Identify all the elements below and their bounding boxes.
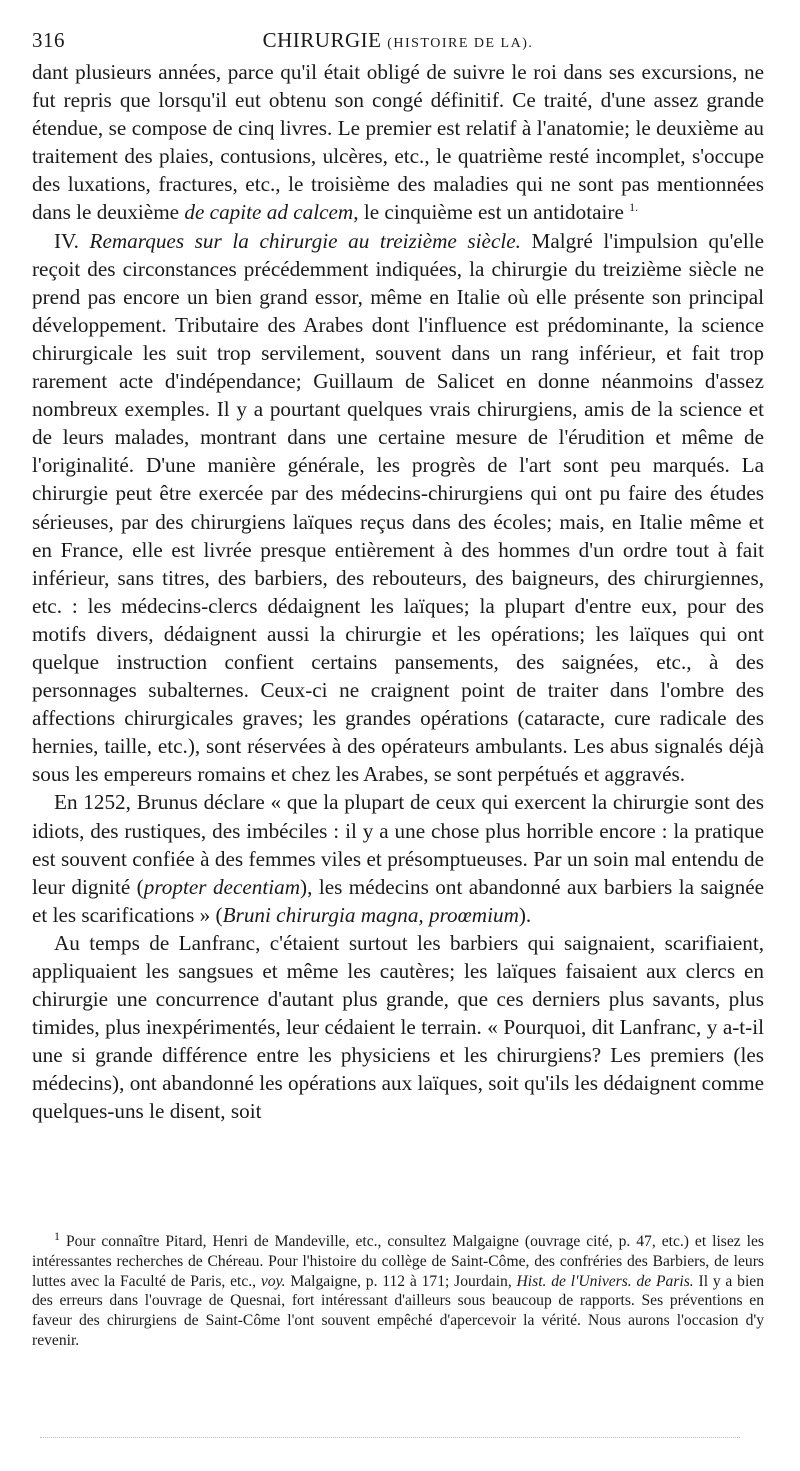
header-title: CHIRURGIE	[262, 28, 382, 52]
body-text	[32, 58, 764, 1126]
running-header	[32, 28, 764, 58]
footnote-text: Pour connaître Pitard, Henri de Mandeville, etc., consultez Malgaigne (ouvrage cité, p. 47, etc.) et lisez les intéressantes recherches de Chéreau. Pour l'histoire du collège de Saint-Côme, des confréries des Barbiers, de leurs luttes avec la Faculté de Paris, etc.,	[32, 1233, 764, 1290]
header-subtitle: (HISTOIRE DE LA).	[387, 36, 534, 51]
footnotes	[32, 1228, 765, 1351]
footnote-italic: voy.	[260, 1272, 286, 1290]
paragraph-text: Malgré l'impulsion qu'elle reçoit des circonstances précédemment indiquées, la chirurgie du treizième siècle ne prend pas encore un bien grand essor, même en Italie où elle présente son principal développement. Tributaire des Arabes dont l'influence est prédominante, la science chirurgicale les suit trop servilement, souvent dans un rang inférieur, et fait trop rarement acte d'indépendance; Guillaum de Salicet en donne néanmoins d'assez nombreux exemples. Il y a pourtant quelques vrais chirurgiens, amis de la science et de leurs malades, montrant dans une certaine mesure de l'érudition et même de l'originalité. D'une manière générale, les progrès de l'art sont peu marqués. La chirurgie peut être exercée par des médecins-chirurgiens qui ont pu faire des études sérieuses, par des chirurgiens laïques reçus dans des écoles; mais, en Italie même et en France, elle est livrée presque entièrement à des hommes d'un ordre tout à fait inférieur, sans titres, des barbiers, des rebouteurs, des baigneurs, des chirurgiennes, etc. : les médecins-clercs dédaignent les laïques; la plupart d'entre eux, pour des motifs divers, dédaignent aussi la chirurgie et les opérations; les laïques qui ont quelque instruction confient certains pansements, des saignées, etc., à des personnages subalternes. Ceux-ci ne craignent point de traiter dans l'ombre des affections chirurgicales graves; les grandes opérations (cataracte, cure radicale des hernies, taille, etc.), sont réservées à des opérateurs ambulants. Les abus signalés déjà sous les empereurs romains et chez les Arabes, se sont perpétués et aggravés.	[32, 228, 764, 787]
italic-phrase: propter decentiam	[143, 874, 301, 899]
paragraph-text: ).	[518, 902, 532, 927]
page	[32, 28, 764, 1126]
italic-phrase: Bruni chirurgia magna, proœmium	[222, 902, 519, 927]
paragraph	[32, 58, 764, 227]
paragraph	[32, 929, 764, 1126]
paragraph	[32, 227, 764, 789]
footnote-text: Malgaigne, p. 112 à 171; Jourdain,	[290, 1272, 512, 1290]
running-title	[32, 28, 764, 53]
section-number: IV.	[54, 228, 79, 253]
paragraph-text: , le cinquième est un antidotaire	[353, 200, 624, 225]
footnote-text: Il y a bien des erreurs dans l'ouvrage de Quesnai, fort intéressant d'ailleurs sous beaucoup de rapports. Ses préventions en faveur des chirurgiens de Saint-Côme l'ont souvent empêché d'apercevoir la vérité. Nous aurons l'occasion d'y revenir.	[32, 1272, 765, 1349]
footnote-ref[interactable]: 1.	[629, 200, 639, 215]
paragraph-text: Au temps de Lanfranc, c'étaient surtout les barbiers qui saignaient, scarifiaient, appliquaient les sangsues et même les cautères; les laïques faisaient aux clercs en chirurgie une concurrence d'autant plus grande, que ces derniers plus savants, plus timides, plus inexpérimentés, leur cédaient le terrain. « Pourquoi, dit Lanfranc, y a-t-il une si grande différence entre les physiciens et les chirurgiens? Les premiers (les médecins), ont abandonné les opérations aux laïques, soit qu'ils les dédaignent comme quelques-uns le disent, soit	[32, 930, 764, 1124]
italic-phrase: de capite ad calcem	[184, 200, 354, 225]
footnote	[32, 1228, 765, 1351]
paragraph-text: dant plusieurs années, parce qu'il était obligé de suivre le roi dans ses excursions, ne fut repris que lorsqu'il eut obtenu son congé définitif. Ce traité, d'une assez grande étendue, se compose de cinq livres. Le premier est relatif à l'anatomie; le deuxième au traitement des plaies, contusions, ulcères, etc., le quatrième resté incomplet, s'occupe des luxations, fractures, etc., le troisième des maladies qui ne sont pas mentionnées dans le deuxième	[32, 60, 764, 225]
page-number: 316	[32, 28, 65, 52]
paragraph-text: En 1252, Brunus déclare « que la plupart de ceux qui exercent la chirurgie sont des idiots, des rustiques, des imbéciles : il y a une chose plus horrible encore : la pratique est souvent confiée à des femmes viles et présomptueuses. Par un soin mal entendu de leur dignité (	[32, 790, 764, 899]
paragraph-text: ), les médecins ont abandonné aux barbiers la saignée et les scarifications » (	[32, 874, 765, 927]
section-heading: Remarques sur la chirurgie au treizième siècle.	[89, 228, 521, 253]
footnote-italic: Hist. de l'Univers. de Paris.	[516, 1272, 694, 1290]
footnote-marker: 1	[54, 1228, 60, 1243]
paragraph	[32, 788, 764, 928]
page-edge-marks	[40, 1437, 740, 1439]
